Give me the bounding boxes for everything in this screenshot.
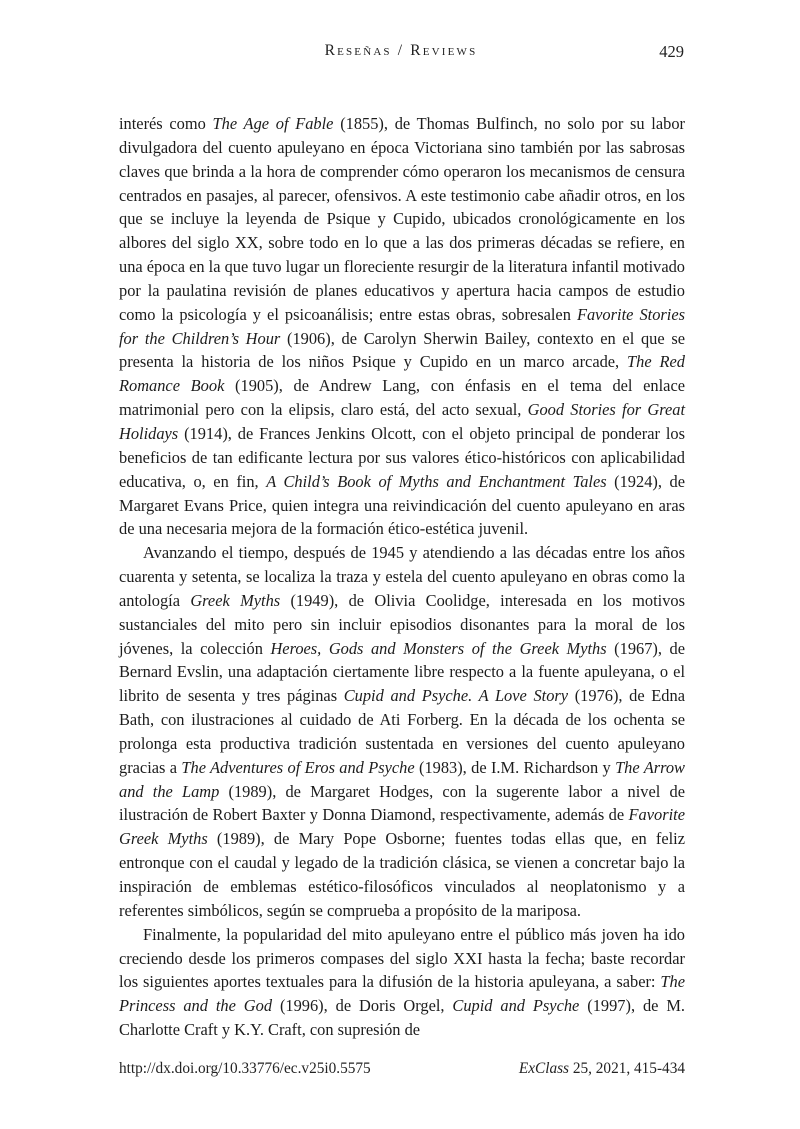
- text-run: (1989), de Mary Pope Osborne; fuentes todas ellas que, en feliz entronque con el caudal y legado de la tradición clásica, se vienen a concretar bajo la inspiración de emblemas estético-filosóficos vinculados al neoplatonismo y a referentes simbólicos, según se comprueba a propósito de la mariposa.: [119, 829, 685, 920]
- journal-name: ExClass: [518, 1060, 569, 1077]
- text-run: (1997), de M. Charlotte Craft y K.Y. Craft, con supresión de: [119, 996, 686, 1040]
- journal-reference: [519, 1060, 685, 1078]
- text-run: Avanzando el tiempo, después de 1945 y atendiendo a las décadas entre los años cuarenta y setenta, se localiza la traza y estela del cuento apuleyano en obras como la antología: [119, 543, 685, 610]
- text-run: (1967), de Bernard Evslin, una adaptación ciertamente libre respecto a la fuente apuleyana, o el librito de sesenta y tres páginas: [119, 638, 685, 706]
- book-title: Good Stories for Great Holidays: [119, 400, 685, 443]
- book-title: Greek Myths: [190, 590, 281, 610]
- text-run: (1924), de Margaret Evans Price, quien integra una reivindicación del cuento apuleyano en aras de una necesaria mejora de la formación ético-estética juvenil.: [119, 471, 685, 539]
- book-title: Favorite Stories for the Children’s Hour: [119, 304, 685, 348]
- page-number: 429: [659, 42, 684, 61]
- body-text: [119, 112, 685, 1042]
- book-title: The Adventures of Eros and Psyche: [181, 757, 415, 777]
- paragraph: [119, 923, 685, 1042]
- text-run: (1906), de Carolyn Sherwin Bailey, contexto en el que se presenta la historia de los niños Psique y Cupido en un marco arcade,: [119, 328, 685, 372]
- book-title: The Princess and the God: [119, 972, 685, 1016]
- paragraph: [119, 112, 685, 541]
- book-title: The Age of Fable: [212, 114, 334, 133]
- running-title: Reseñas / Reviews: [324, 42, 478, 59]
- book-title: Favorite Greek Myths: [119, 805, 685, 849]
- paragraph: [119, 541, 685, 923]
- book-title: Heroes, Gods and Monsters of the Greek Myths: [270, 638, 607, 658]
- page-footer: [119, 1060, 685, 1078]
- book-title: The Red Romance Book: [119, 352, 685, 396]
- text-run: (1983), de I.M. Richardson y: [414, 757, 616, 777]
- doi-text: http://dx.doi.org/10.33776/ec.v25i0.5575: [119, 1060, 371, 1077]
- running-head: [118, 42, 684, 64]
- text-run: (1996), de Doris Orgel,: [272, 996, 453, 1016]
- book-title: The Arrow and the Lamp: [119, 757, 685, 801]
- text-run: (1914), de Frances Jenkins Olcott, con el objeto principal de ponderar los beneficios de tan edificante lectura por sus valores ético-históricos con aplicabilidad educativa, o, en fin,: [119, 423, 685, 491]
- text-run: (1949), de Olivia Coolidge, interesada en los motivos sustanciales del mito pero sin incluir episodios disonantes para la moral de los jóvenes, la colección: [119, 590, 685, 658]
- text-run: (1989), de Margaret Hodges, con la sugerente labor a nivel de ilustración de Robert Baxter y Donna Diamond, respectivamente, además de: [119, 781, 685, 825]
- journal-ref-rest: 25, 2021, 415-434: [569, 1060, 685, 1077]
- text-run: (1855), de Thomas Bulfinch, no solo por su labor divulgadora del cuento apuleyano en época Victoriana sino también por las sabrosas claves que brinda a la hora de comprender cómo operaron los mecanismos de censura centrados en pasajes, al parecer, ofensivos. A este testimonio cabe añadir otros, en los que se incluye la leyenda de Psique y Cupido, ubicados cronológicamente en los albores del siglo XX, sobre todo en lo que a las dos primeras décadas se refiere, en una época en la que tuvo lugar un floreciente resurgir de la literatura infantil motivado por la paulatina revisión de planes educativos y apertura hacia campos de estudio como la psicología y el psicoanálisis; entre estas obras, sobresalen: [119, 114, 685, 324]
- text-run: (1976), de Edna Bath, con ilustraciones al cuidado de Ati Forberg. En la década de los ochenta se prolonga esta productiva tradición sustentada en versiones del cuento apuleyano gracias a: [119, 686, 685, 777]
- book-title: Cupid and Psyche. A Love Story: [343, 686, 569, 706]
- text-run: interés como: [119, 114, 213, 133]
- text-run: Finalmente, la popularidad del mito apuleyano entre el público más joven ha ido creciendo desde los primeros compases del siglo XXI hasta la fecha; baste recordar los siguientes aportes textuales para la difusión de la historia apuleyana, a saber:: [119, 924, 685, 992]
- book-title: Cupid and Psyche: [452, 996, 580, 1016]
- book-title: A Child’s Book of Myths and Enchantment Tales: [266, 471, 607, 491]
- text-run: (1905), de Andrew Lang, con énfasis en el tema del enlace matrimonial pero con la elipsis, claro está, del acto sexual,: [119, 376, 686, 420]
